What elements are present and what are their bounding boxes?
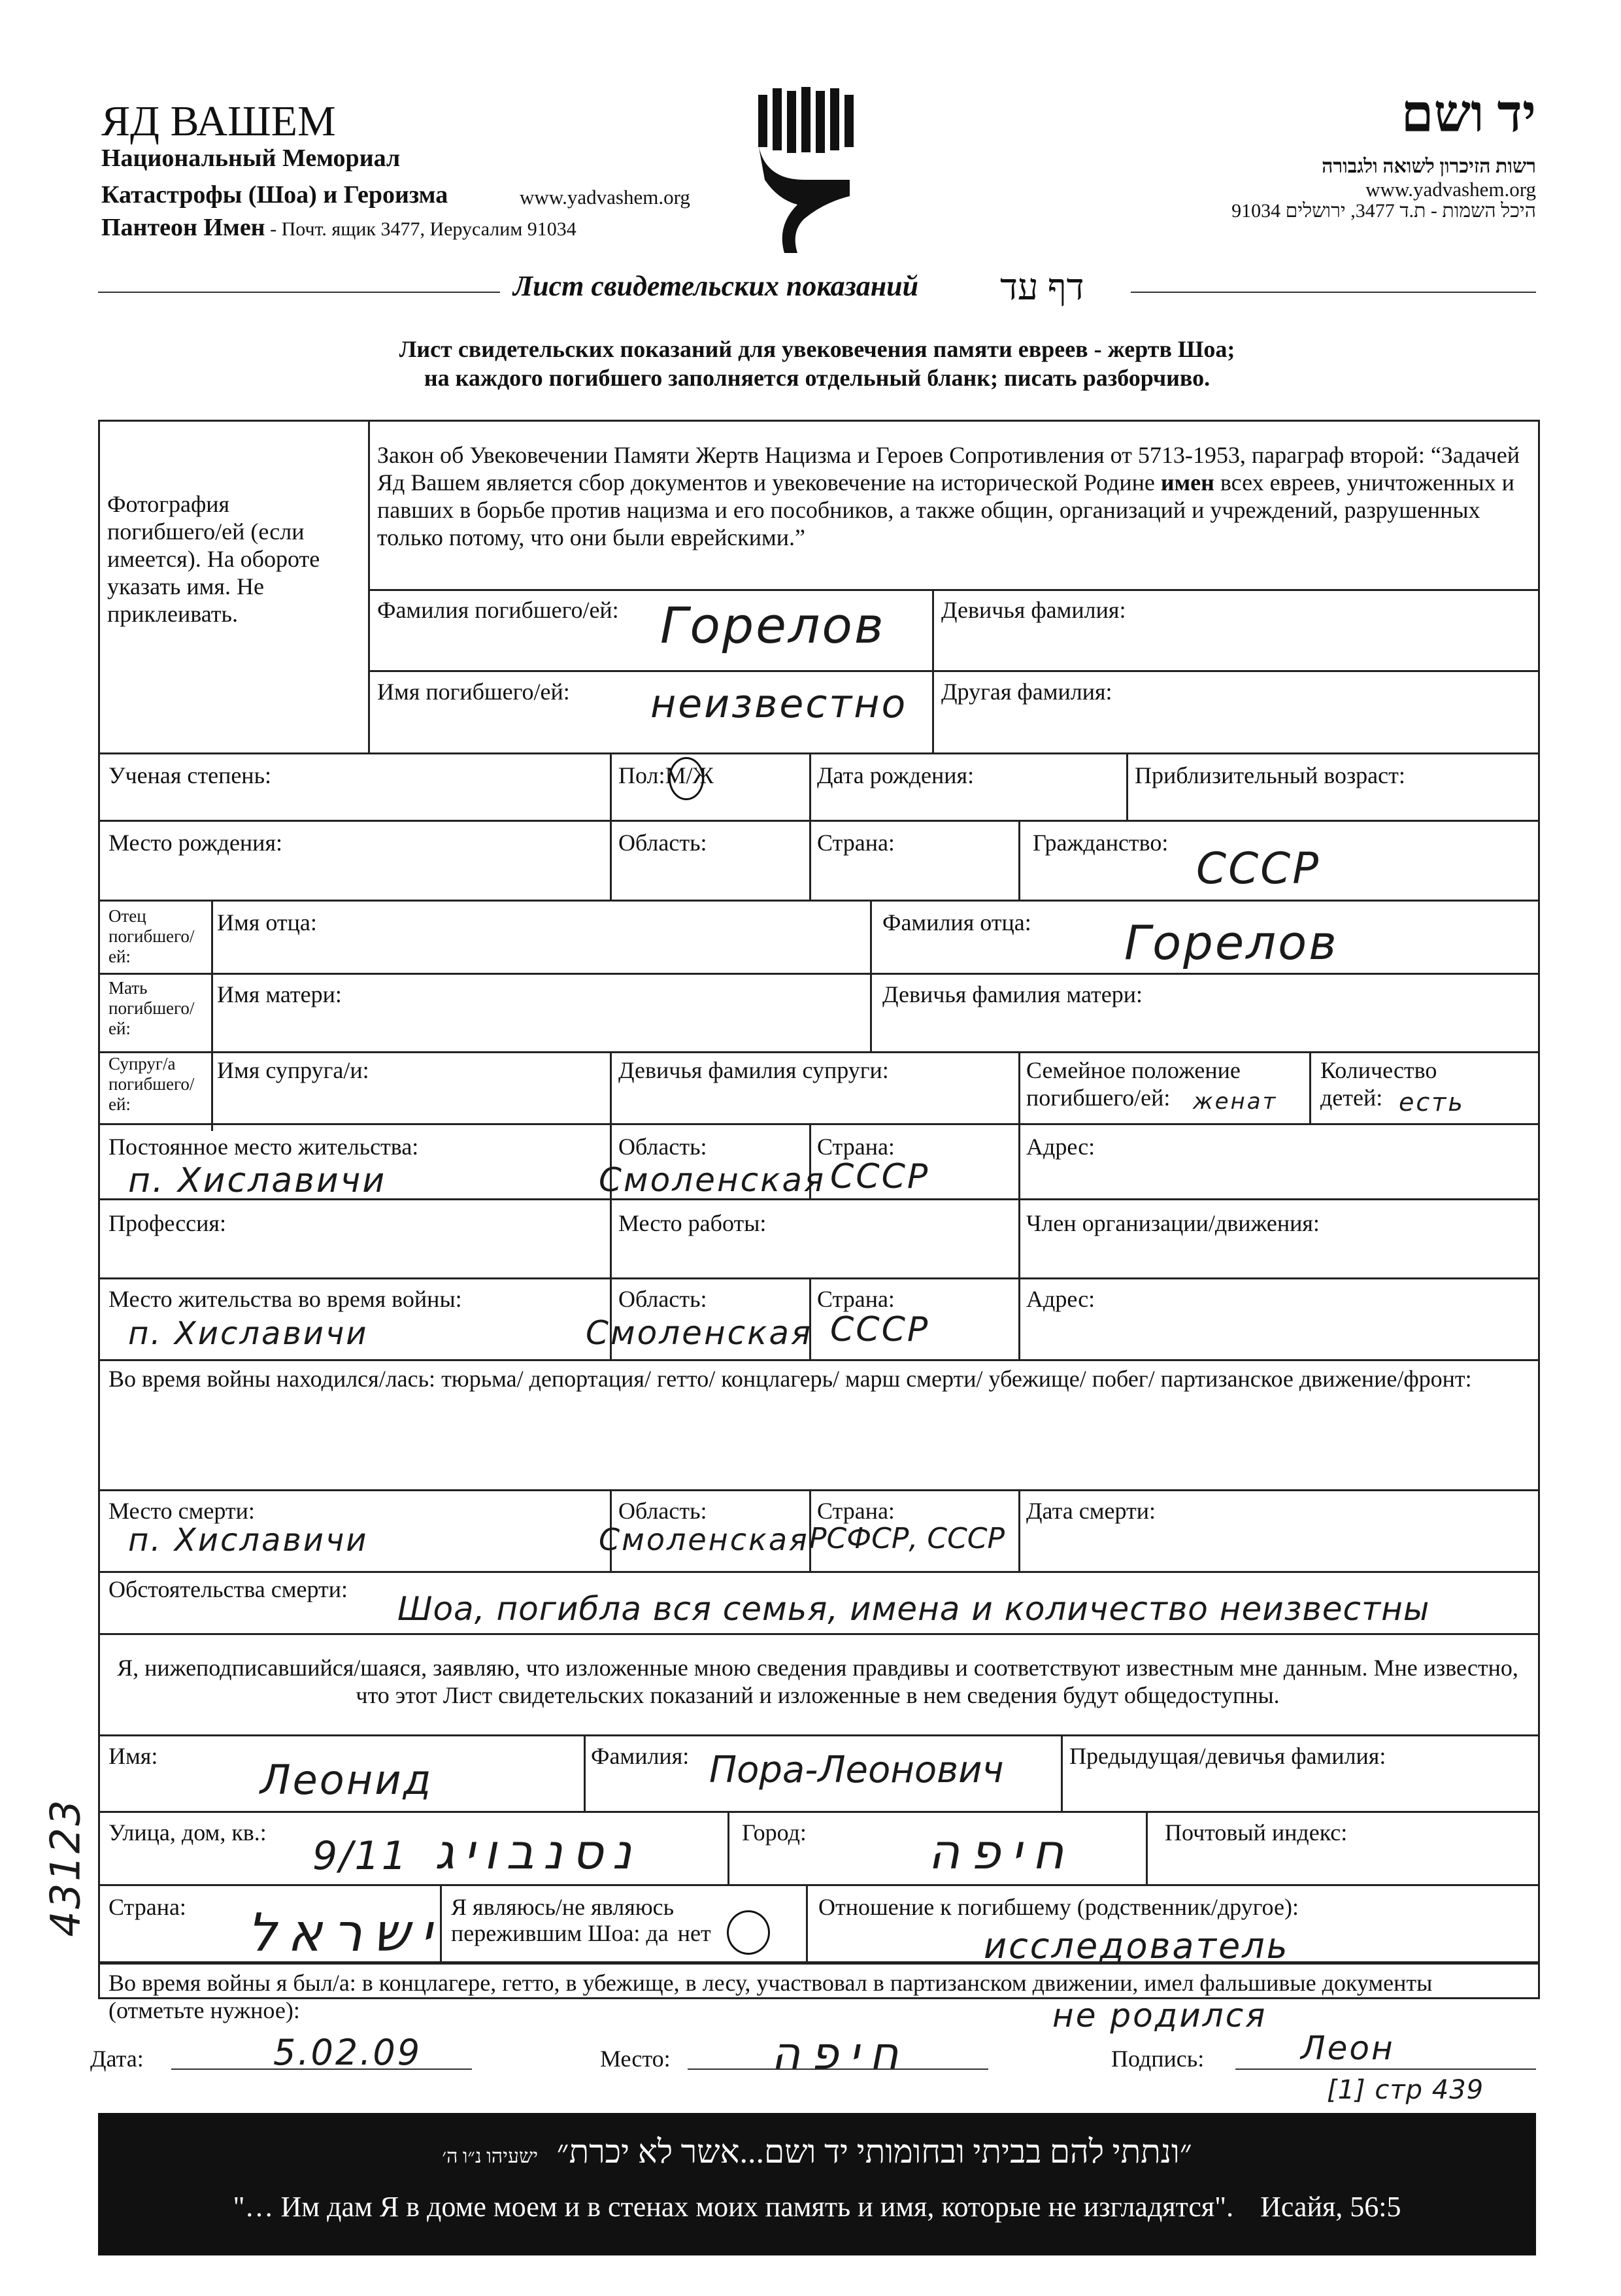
father-name-label: Имя отца: <box>217 909 317 936</box>
hw-death-place: п. Хиславичи <box>128 1522 369 1559</box>
hw-circumstances: Шоа, погибла вся семья, имена и количество неизвестны <box>397 1590 1430 1628</box>
hw-submitter-name: Леонид <box>260 1756 433 1804</box>
hw-street-number: 9/11 <box>312 1833 409 1879</box>
hw-relation: исследователь <box>984 1925 1290 1967</box>
residence-label: Постоянное место жительства: <box>109 1134 419 1160</box>
hw-city: חיפה <box>928 1824 1075 1880</box>
maiden-label: Девичья фамилия: <box>941 597 1126 623</box>
hw-street: נסנבויג <box>435 1824 641 1880</box>
submitter-prev-label: Предыдущая/девичья фамилия: <box>1069 1743 1386 1769</box>
org-name-he: יד ושם <box>1401 86 1536 143</box>
mother-side-label: Мать погибшего/ ей: <box>109 978 195 1038</box>
citizenship-label: Гражданство: <box>1033 830 1169 856</box>
spouse-side-label: Супруг/а погибшего/ ей: <box>109 1054 195 1114</box>
footer-he-ref: ישעיהו נ״ו ה׳ <box>442 2146 539 2167</box>
sex-label: Пол:М/Ж <box>618 762 714 788</box>
survivor-yes: пережившим Шоа: да <box>451 1920 669 1946</box>
spouse-name-label: Имя супруга/и: <box>217 1057 369 1083</box>
he-line-1: רשות הזיכרון לשואה ולגבורה <box>1322 156 1536 177</box>
hw-citizenship: СССР <box>1196 843 1321 894</box>
hw-father-surname: Горелов <box>1124 915 1339 970</box>
he-line-3: היכל השמות - ת.ד 3477, ירושלים 91034 <box>1231 200 1536 222</box>
hw-children: есть <box>1399 1088 1465 1117</box>
header-line-3-bold: Пантеон Имен <box>101 214 265 241</box>
war-address-label: Адрес: <box>1026 1286 1095 1312</box>
yad-vashem-logo-icon <box>752 82 860 255</box>
survivor-label-2 <box>451 1919 711 1947</box>
form-title: Лист свидетельских показаний <box>513 270 919 302</box>
war-region-label: Область: <box>618 1286 707 1312</box>
law-text-before: Закон об Увековечении Памяти Жертв Нацизма и Героев Сопротивления от 5713-1953, параграф второй: “Задачей Яд Вашем является сбор документов и увековечение на исторической Родине <box>377 442 1520 496</box>
surname-label: Фамилия погибшего/ей: <box>377 597 619 623</box>
hw-war-country: СССР <box>830 1310 930 1349</box>
footer-ru-text: "… Им дам Я в доме моем и в стенах моих память и имя, которые не изгладятся". <box>233 2191 1234 2223</box>
hw-submitter-surname: Пора-Леонович <box>709 1749 1004 1791</box>
hw-residence-country: СССР <box>830 1157 930 1196</box>
signature-underline <box>1235 2068 1536 2070</box>
father-side-label: Отец погибшего/ ей: <box>109 906 195 966</box>
hw-residence-region: Смоленская <box>599 1161 826 1199</box>
law-text-bold: имен <box>1160 469 1214 496</box>
circumstances-label: Обстоятельства смерти: <box>109 1576 348 1602</box>
death-region-label: Область: <box>618 1498 707 1524</box>
he-website: www.yadvashem.org <box>1365 178 1536 201</box>
header-website: www.yadvashem.org <box>520 186 690 209</box>
war-status-label: Во время войны находился/лась: тюрьма/ депортация/ гетто/ концлагерь/ марш смерти/ убежище/ побег/ партизанское движение/фронт: <box>109 1366 1472 1392</box>
header-line-3 <box>101 213 577 242</box>
father-surname-label: Фамилия отца: <box>882 909 1031 936</box>
footer-quote-ru <box>98 2190 1536 2223</box>
spouse-maiden-label: Девичья фамилия супруги: <box>618 1057 889 1083</box>
profession-label: Профессия: <box>109 1210 226 1236</box>
footer-quote-he <box>98 2133 1536 2170</box>
header-line-2: Катастрофы (Шоа) и Героизма <box>101 181 448 209</box>
city-label: Город: <box>742 1819 807 1846</box>
title-rule-right <box>1131 292 1536 293</box>
hw-place: חיפה <box>771 2028 909 2080</box>
hw-page-note: [1] стр 439 <box>1327 2075 1484 2105</box>
hw-submitter-country: ישראל <box>247 1902 443 1963</box>
law-text <box>377 441 1528 551</box>
survivor-label-1: Я являюсь/не являюсь <box>451 1894 675 1920</box>
death-date-label: Дата смерти: <box>1026 1498 1156 1524</box>
birth-place-label: Место рождения: <box>109 830 283 856</box>
zip-label: Почтовый индекс: <box>1165 1819 1348 1846</box>
subtitle-line-1: Лист свидетельских показаний для увековечения памяти евреев - жертв Шоа; <box>399 336 1235 362</box>
footer-banner <box>98 2113 1536 2255</box>
hw-war-region: Смоленская <box>586 1314 813 1352</box>
birth-date-label: Дата рождения: <box>817 762 975 788</box>
death-place-label: Место смерти: <box>109 1498 255 1524</box>
footer-ru-ref: Исайя, 56:5 <box>1260 2191 1401 2223</box>
survivor-no: нет <box>677 1920 711 1946</box>
hw-marital: женат <box>1193 1089 1278 1115</box>
first-name-label: Имя погибшего/ей: <box>377 679 570 705</box>
form-title-he: דף עד <box>1000 267 1084 308</box>
member-label: Член организации/движения: <box>1026 1210 1320 1236</box>
date-label: Дата: <box>90 2046 144 2072</box>
relation-label: Отношение к погибшему (родственник/другое): <box>818 1894 1299 1920</box>
hw-first-name: неизвестно <box>650 681 908 727</box>
signature-label: Подпись: <box>1111 2046 1205 2072</box>
war-country-label: Страна: <box>817 1286 895 1312</box>
marital-label-1: Семейное положение <box>1026 1057 1241 1083</box>
street-label: Улица, дом, кв.: <box>109 1819 267 1846</box>
photo-instructions: Фотография погибшего/ей (если имеется). На обороте указать имя. Не приклеивать. <box>107 491 320 627</box>
org-name-ru: ЯД ВАШЕМ <box>101 97 336 145</box>
residence-country-label: Страна: <box>817 1134 895 1160</box>
hw-surname: Горелов <box>660 596 886 654</box>
place-label: Место: <box>600 2046 671 2072</box>
subtitle <box>98 335 1536 392</box>
war-submitter-label: Во время войны я был/а: в концлагере, гетто, в убежище, в лесу, участвовал в партизанском движении, имел фальшивые документы (отметьте нужное): <box>109 1970 1433 2023</box>
children-label-1: Количество <box>1320 1057 1437 1083</box>
submitter-country-label: Страна: <box>109 1894 186 1920</box>
hw-war-submitter: не родился <box>1052 1997 1267 2034</box>
mother-name-label: Имя матери: <box>217 981 342 1007</box>
hw-date: 5.02.09 <box>273 2032 422 2073</box>
footer-he-text: ״ונתתי להם בביתי ובחומותי יד ושם...אשר לא יכרת״ <box>556 2133 1192 2170</box>
law-text-after: всех евреев, уничтоженных и павших в борьбе против нацизма и его пособников, а также общин, организаций и учреждений, разрушенных только потому, что они были еврейскими.” <box>377 469 1514 550</box>
hw-residence-place: п. Хиславичи <box>128 1161 387 1200</box>
children-label-2: детей: <box>1320 1085 1383 1111</box>
degree-label: Ученая степень: <box>109 762 271 788</box>
death-country-label: Страна: <box>817 1498 895 1524</box>
other-surname-label: Другая фамилия: <box>941 679 1112 705</box>
sex-male-circle <box>669 757 704 800</box>
header-line-1: Национальный Мемориал <box>101 144 401 172</box>
submitter-name-label: Имя: <box>109 1743 158 1769</box>
survivor-no-circle <box>727 1910 770 1955</box>
hw-death-region: Смоленская <box>599 1522 809 1557</box>
declaration-text: Я, нижеподписавшийся/шаяся, заявляю, что изложенные мною сведения правдивы и соответствуют известным мне данным. Мне известно, что этот Лист свидетельских показаний и изложенные в нем сведения будут общедоступны. <box>117 1655 1518 1708</box>
marital-label-2: погибшего/ей: <box>1026 1085 1171 1111</box>
birth-region-label: Область: <box>618 830 707 856</box>
birth-country-label: Страна: <box>817 830 895 856</box>
residence-address-label: Адрес: <box>1026 1134 1095 1160</box>
mother-maiden-label: Девичья фамилия матери: <box>882 981 1143 1007</box>
hw-death-country: РСФСР, СССР <box>809 1522 1005 1555</box>
approx-age-label: Приблизительный возраст: <box>1135 762 1405 788</box>
hw-signature: Леон <box>1301 2029 1395 2067</box>
hw-margin-id: 43123 <box>41 1798 90 1937</box>
war-residence-label: Место жительства во время войны: <box>109 1286 462 1312</box>
subtitle-line-2: на каждого погибшего заполняется отдельный бланк; писать разборчиво. <box>424 365 1211 391</box>
residence-region-label: Область: <box>618 1134 707 1160</box>
header-line-3-rest: - Почт. ящик 3477, Иерусалим 91034 <box>265 218 577 240</box>
hw-war-place: п. Хиславичи <box>128 1315 369 1352</box>
workplace-label: Место работы: <box>618 1210 767 1236</box>
submitter-surname-label: Фамилия: <box>591 1743 690 1769</box>
title-rule-left <box>98 292 500 293</box>
